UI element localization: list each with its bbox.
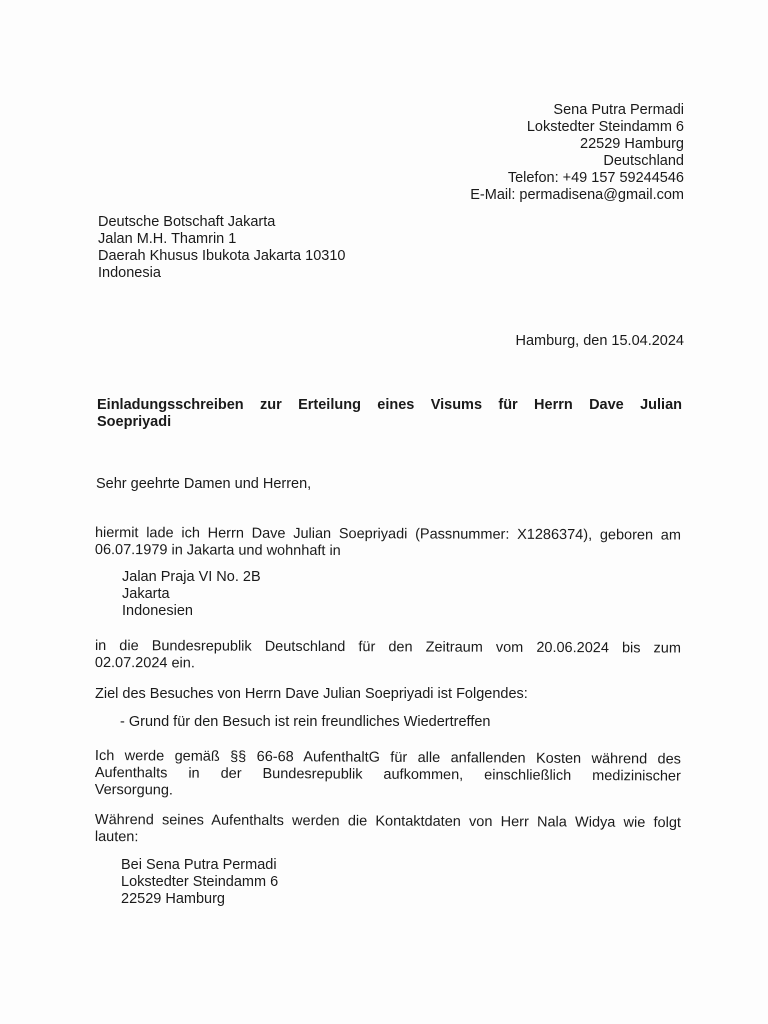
letter-subject <box>97 397 682 431</box>
contact-address-block <box>121 857 278 908</box>
sender-address-block <box>470 102 684 204</box>
paragraph-period <box>95 638 681 675</box>
paragraph-contact-line-2: lauten: <box>94 828 139 846</box>
recipient-street: Jalan M.H. Thamrin 1 <box>98 231 237 247</box>
paragraph-costs-line-3: Versorgung. <box>94 781 173 799</box>
guest-street: Jalan Praja VI No. 2B <box>122 569 261 585</box>
contact-line-1: Bei Sena Putra Permadi <box>121 857 277 873</box>
contact-line-2: Lokstedter Steindamm 6 <box>121 874 279 890</box>
guest-address-block <box>122 569 261 620</box>
paragraph-purpose: Ziel des Besuches von Herrn Dave Julian Soepriyadi ist Folgendes: <box>95 686 528 702</box>
paragraph-costs-line-1: Ich werde gemäß §§ 66-68 AufenthaltG für alle anfallenden Kosten während des <box>94 748 681 768</box>
paragraph-invitation-line-2: 06.07.1979 in Jakarta und wohnhaft in <box>94 541 341 560</box>
paragraph-costs <box>95 748 681 803</box>
salutation: Sehr geehrte Damen und Herren, <box>96 476 312 492</box>
recipient-country: Indonesia <box>98 265 161 281</box>
paragraph-costs-line-2: Aufenthalts in der Bundesrepublik aufkommen, einschließlich medizinischer <box>94 764 681 785</box>
paragraph-invitation <box>95 525 681 562</box>
paragraph-period-line-2: 02.07.2024 ein. <box>94 654 195 672</box>
recipient-region: Daerah Khusus Ibukota Jakarta 10310 <box>98 248 346 264</box>
sender-country: Deutschland <box>603 153 684 169</box>
paragraph-contact <box>95 812 681 849</box>
paragraph-invitation-line-1: hiermit lade ich Herrn Dave Julian Soepriyadi (Passnummer: X1286374), geboren am <box>94 525 681 544</box>
guest-country: Indonesien <box>122 603 193 619</box>
paragraph-contact-line-1: Während seines Aufenthalts werden die Kontaktdaten von Herr Nala Widya wie folgt <box>94 812 681 832</box>
subject-line-2: Soepriyadi <box>97 414 172 430</box>
contact-line-3: 22529 Hamburg <box>121 891 225 907</box>
sender-street: Lokstedter Steindamm 6 <box>526 119 684 135</box>
sender-city: 22529 Hamburg <box>580 136 684 152</box>
subject-line-1: Einladungsschreiben zur Erteilung eines Visums für Herrn Dave Julian <box>97 397 682 413</box>
sender-email: E-Mail: permadisena@gmail.com <box>470 187 684 203</box>
recipient-address-block <box>98 214 345 282</box>
recipient-name: Deutsche Botschaft Jakarta <box>98 214 276 230</box>
guest-city: Jakarta <box>122 586 170 602</box>
purpose-bullet-item: - Grund für den Besuch ist rein freundliches Wiedertreffen <box>120 714 491 730</box>
paragraph-period-line-1: in die Bundesrepublik Deutschland für den Zeitraum vom 20.06.2024 bis zum <box>94 638 681 657</box>
sender-phone: Telefon: +49 157 59244546 <box>507 170 684 186</box>
sender-name: Sena Putra Permadi <box>553 102 684 118</box>
letter-date: Hamburg, den 15.04.2024 <box>515 333 684 349</box>
